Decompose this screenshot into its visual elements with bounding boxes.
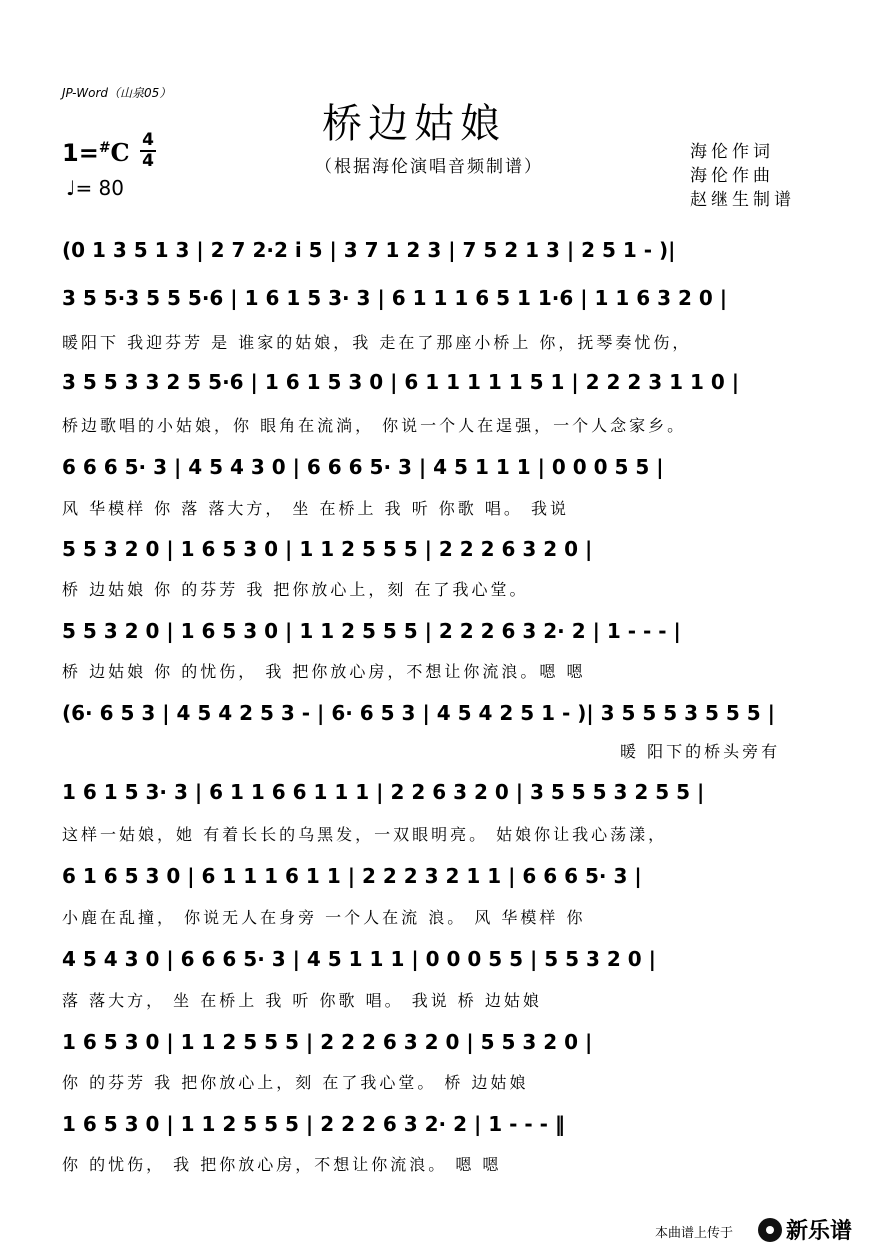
software-label: JP-Word（山泉05） xyxy=(62,86,172,100)
score-row-12-notes: 1 6 5 3 0 | 1 1 2 5 5 5 | 2 2 2 6 3 2· 2 | 1 - - - ‖ xyxy=(62,1112,565,1136)
score-row-6-notes: 5 5 3 2 0 | 1 6 5 3 0 | 1 1 2 5 5 5 | 2 2 2 6 3 2· 2 | 1 - - - | xyxy=(62,619,681,643)
score-row-8-lyrics: 这样一姑娘，她 有着长长的乌黑发，一双眼明亮。 姑娘你让我心荡漾， xyxy=(62,825,668,844)
tempo-value: = 80 xyxy=(75,176,125,200)
score-row-1-notes: (0 1 3 5 1 3 | 2 7 2·2 i 5 | 3 7 1 2 3 | 7 5 2 1 3 | 2 5 1 - )| xyxy=(62,238,676,262)
composer-credit: 海伦作曲 xyxy=(690,166,774,186)
time-signature xyxy=(140,132,156,170)
score-row-4-notes: 6 6 6 5· 3 | 4 5 4 3 0 | 6 6 6 5· 3 | 4 5 1 1 1 | 0 0 0 5 5 | xyxy=(62,455,664,479)
score-row-9-notes: 6 1 6 5 3 0 | 6 1 1 1 6 1 1 | 2 2 2 3 2 1 1 | 6 6 6 5· 3 | xyxy=(62,864,642,888)
score-row-5-lyrics: 桥 边姑娘 你 的芬芳 我 把你放心上，刻 在了我心堂。 xyxy=(62,580,529,599)
score-row-2-notes: 3 5 5·3 5 5 5·6 | 1 6 1 5 3· 3 | 6 1 1 1 6 5 1 1·6 | 1 1 6 3 2 0 | xyxy=(62,286,728,310)
score-row-3-notes: 3 5 5 3 3 2 5 5·6 | 1 6 1 5 3 0 | 6 1 1 1 1 1 5 1 | 2 2 2 3 1 1 0 | xyxy=(62,370,740,394)
score-row-11-notes: 1 6 5 3 0 | 1 1 2 5 5 5 | 2 2 2 6 3 2 0 | 5 5 3 2 0 | xyxy=(62,1030,593,1054)
page-title: 桥边姑娘 xyxy=(322,101,506,147)
score-row-12-lyrics: 你 的忧伤， 我 把你放心房，不想让你流浪。 嗯 嗯 xyxy=(62,1155,502,1174)
score-row-9-lyrics: 小鹿在乱撞， 你说无人在身旁 一个人在流 浪。 风 华模样 你 xyxy=(62,908,586,927)
score-row-7-notes: (6· 6 5 3 | 4 5 4 2 5 3 - | 6· 6 5 3 | 4 5 4 2 5 1 - )| 3 5 5 5 3 5 5 5 | xyxy=(62,701,775,725)
subtitle: （根据海伦演唱音频制谱） xyxy=(315,157,543,177)
record-icon xyxy=(758,1218,782,1242)
credits xyxy=(690,140,795,212)
sharp-sign: # xyxy=(98,140,111,156)
score-row-10-notes: 4 5 4 3 0 | 6 6 6 5· 3 | 4 5 1 1 1 | 0 0 0 5 5 | 5 5 3 2 0 | xyxy=(62,947,656,971)
quarter-note-icon: ♩ xyxy=(66,176,76,200)
tempo-marking xyxy=(66,176,124,200)
time-denominator: 4 xyxy=(142,151,154,171)
score-row-3-lyrics: 桥边歌唱的小姑娘，你 眼角在流淌， 你说一个人在逞强，一个人念家乡。 xyxy=(62,416,687,435)
key-letter: C xyxy=(110,138,130,167)
score-row-2-lyrics: 暖阳下 我迎芬芳 是 谁家的姑娘，我 走在了那座小桥上 你，抚琴奏忧伤， xyxy=(62,333,692,352)
key-prefix: 1= xyxy=(62,139,99,167)
score-row-11-lyrics: 你 的芬芳 我 把你放心上，刻 在了我心堂。 桥 边姑娘 xyxy=(62,1073,529,1092)
time-numerator: 4 xyxy=(142,130,154,150)
key-signature xyxy=(62,138,130,167)
score-row-4-lyrics: 风 华模样 你 落 落大方， 坐 在桥上 我 听 你歌 唱。 我说 xyxy=(62,499,569,518)
lyricist-credit: 海伦作词 xyxy=(690,142,774,162)
score-row-7-lyrics: 暖 阳下的桥头旁有 xyxy=(620,742,781,761)
score-row-5-notes: 5 5 3 2 0 | 1 6 5 3 0 | 1 1 2 5 5 5 | 2 2 2 6 3 2 0 | xyxy=(62,537,593,561)
score-row-10-lyrics: 落 落大方， 坐 在桥上 我 听 你歌 唱。 我说 桥 边姑娘 xyxy=(62,991,542,1010)
upload-note: 本曲谱上传于 xyxy=(655,1226,734,1241)
score-row-6-lyrics: 桥 边姑娘 你 的忧伤， 我 把你放心房，不想让你流浪。嗯 嗯 xyxy=(62,662,586,681)
brand-name: 新乐谱 xyxy=(786,1219,853,1244)
score-row-8-notes: 1 6 1 5 3· 3 | 6 1 1 6 6 1 1 1 | 2 2 6 3 2 0 | 3 5 5 5 3 2 5 5 | xyxy=(62,780,705,804)
brand-logo[interactable] xyxy=(758,1214,852,1245)
transcriber-credit: 赵继生制谱 xyxy=(690,190,795,210)
